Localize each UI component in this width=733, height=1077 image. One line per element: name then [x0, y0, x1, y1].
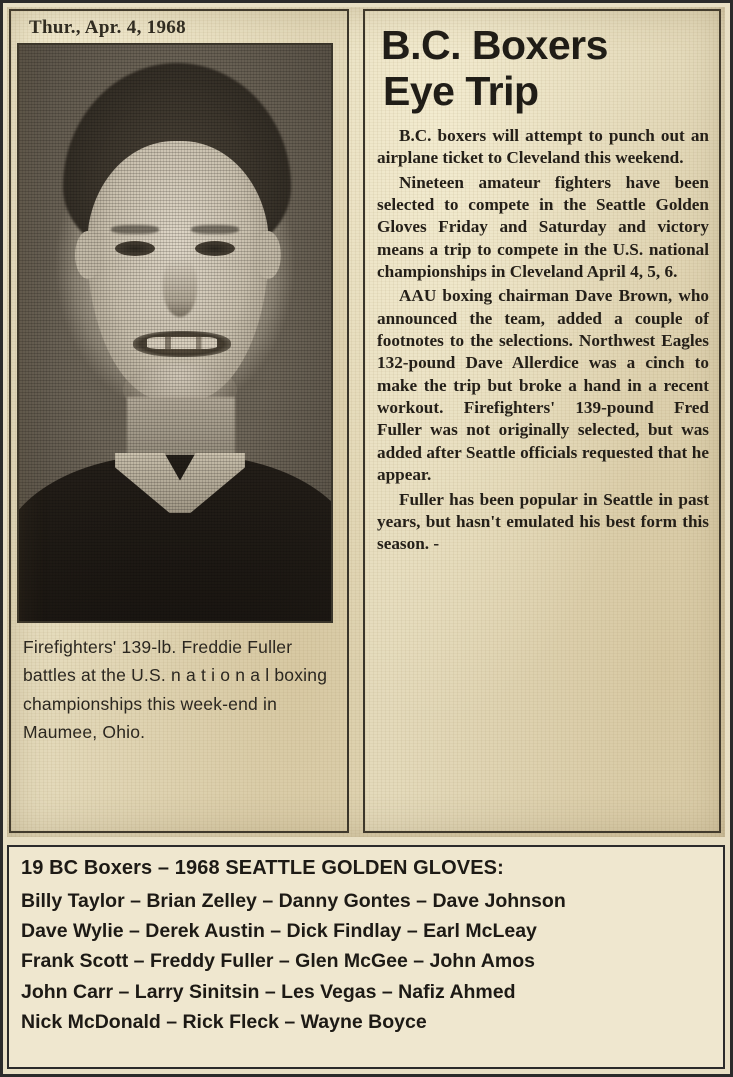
photo-column [9, 9, 349, 833]
portrait-ear-right [255, 231, 281, 279]
roster-line: Dave Wylie – Derek Austin – Dick Findlay – Earl McLeay [21, 920, 537, 943]
article-body [377, 125, 709, 556]
photo-caption [17, 633, 341, 746]
portrait-brow-left [111, 225, 159, 234]
portrait-eye-left [115, 241, 155, 256]
roster-line: Nick McDonald – Rick Fleck – Wayne Boyce [21, 1010, 427, 1033]
headline-line-1: B.C. Boxers [381, 22, 608, 68]
article-paragraph: AAU boxing chairman Dave Brown, who announced the team, added a couple of footnotes to the selections. Northwest Eagles 132-pound Dave Allerdice was a cinch to make the trip but broke a hand in a recent workout. Firefighters' 139-pound Fred Fuller was not originally selected, but was added after Seattle officials requested that he appear. [377, 286, 709, 485]
portrait-teeth [147, 337, 217, 349]
article-headline [381, 23, 709, 115]
article-paragraph: Fuller has been popular in Seattle in past years, but hasn't emulated his best form this season. - [377, 489, 709, 554]
article-paragraph: B.C. boxers will attempt to punch out an airplane ticket to Cleveland this weekend. [377, 125, 709, 168]
article-column [363, 9, 721, 833]
roster-line: Billy Taylor – Brian Zelley – Danny Gontes – Dave Johnson [21, 890, 566, 912]
roster-title: 19 BC Boxers – 1968 SEATTLE GOLDEN GLOVES: [21, 857, 504, 879]
roster-line: John Carr – Larry Sinitsin – Les Vegas – Nafiz Ahmed [21, 980, 516, 1003]
portrait-ear-left [75, 231, 101, 279]
portrait-brow-right [191, 225, 239, 234]
article-paragraph: Nineteen amateur fighters have been selected to compete in the Seattle Golden Gloves Friday and Saturday and victory means a trip to compete in the U.S. national championships in Cleveland April 4, 5, 6. [377, 172, 709, 281]
boxer-portrait-photo [17, 43, 333, 623]
portrait-image [19, 45, 331, 621]
roster-line: Frank Scott – Freddy Fuller – Glen McGee – John Amos [21, 950, 535, 973]
dateline: Thur., Apr. 4, 1968 [29, 17, 186, 38]
roster-panel [7, 845, 725, 1069]
portrait-eye-right [195, 241, 235, 256]
headline-line-2: Eye Trip [383, 67, 539, 114]
photo-caption-text: Firefighters' 139-lb. Freddie Fuller battles at the U.S. n a t i o n a l boxing championships this week-end in Maumee, Ohio. [23, 637, 328, 743]
portrait-nose [163, 259, 197, 317]
clipping-top-section [7, 7, 725, 837]
